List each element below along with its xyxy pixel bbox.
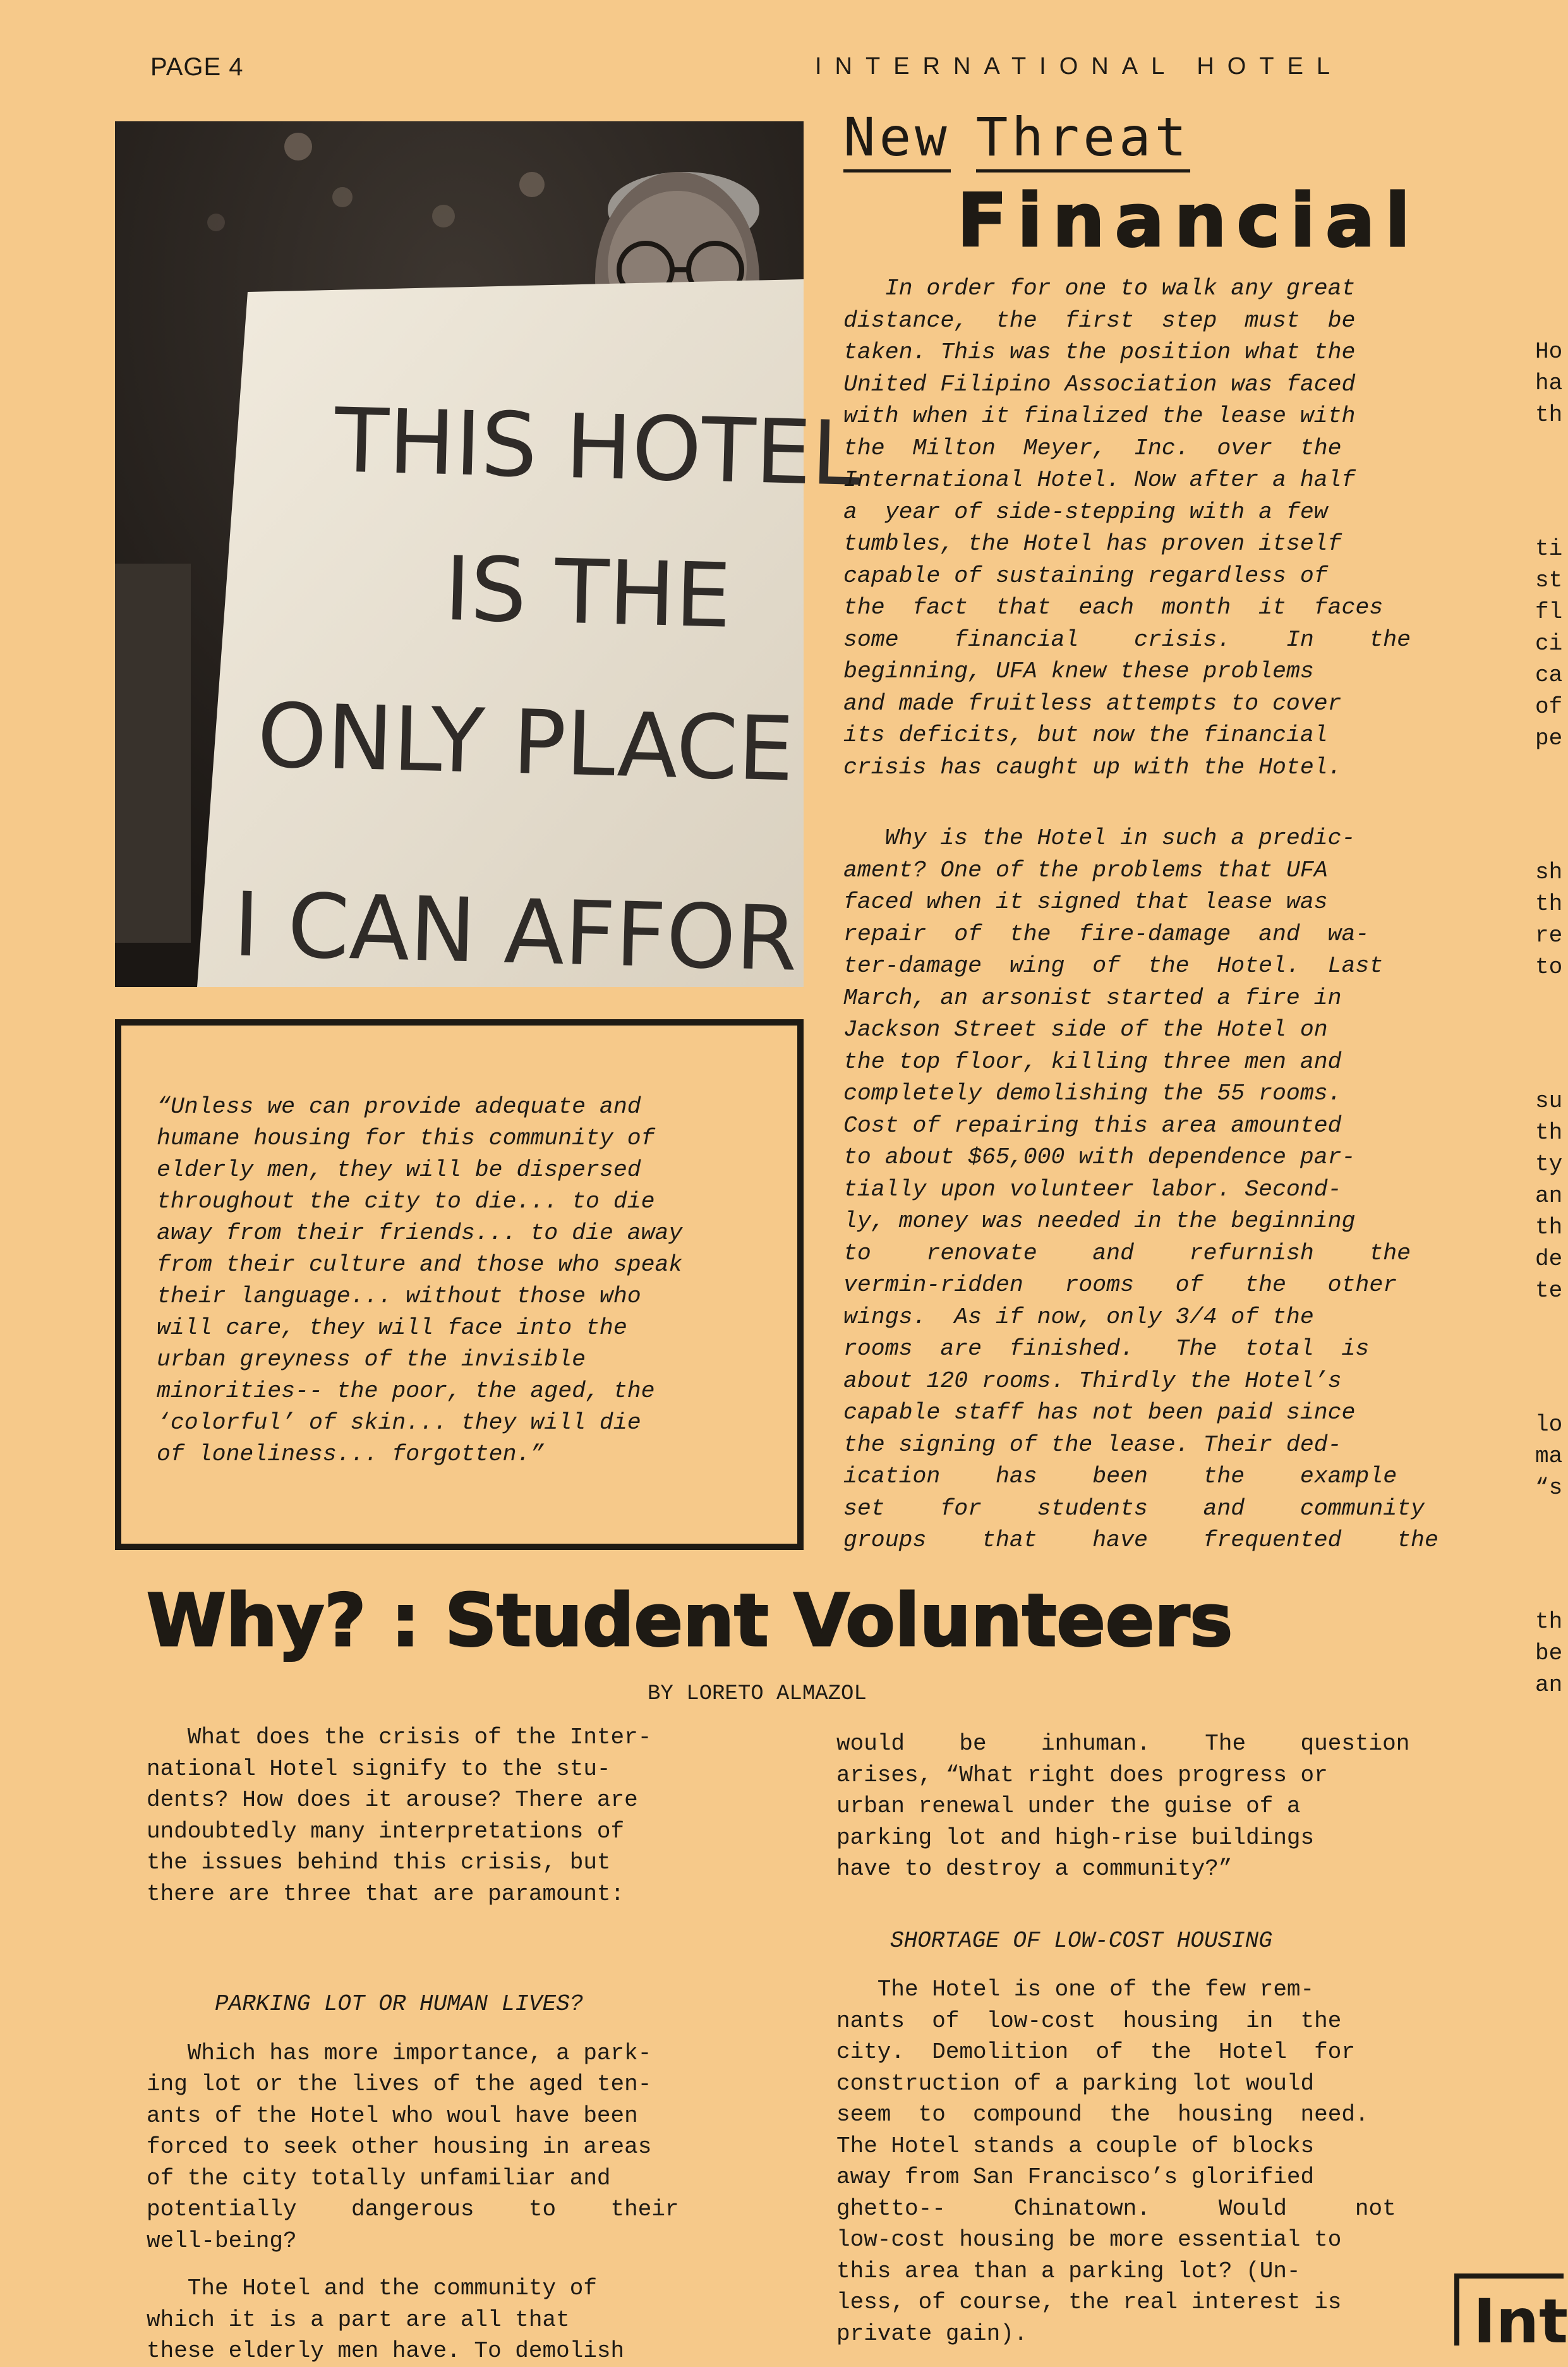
subhead-parking-lot: PARKING LOT OR HUMAN LIVES?	[215, 1991, 584, 2017]
next-column-fragment	[1535, 273, 1564, 1772]
pull-quote-box	[115, 1019, 804, 1550]
body-paragraph: Which has more importance, a park- ing lot or the lives of the aged ten- ants of the Hotel who woul have been forced to seek other housing in areas of the city totally unfamiliar and potentially dangerous to their well-being?	[147, 2040, 679, 2254]
running-title: INTERNATIONAL HOTEL	[815, 53, 1344, 80]
protest-sign	[197, 279, 862, 993]
fragment-block: su th ty an th de te	[1535, 1088, 1563, 1304]
protest-photo	[115, 121, 862, 991]
stub-text: Int	[1473, 2286, 1568, 2357]
kicker	[843, 106, 1215, 168]
feature-headline: Financial	[957, 178, 1421, 263]
student-article-left-column	[147, 1722, 734, 2367]
fragment-block: Ho ha th	[1535, 339, 1563, 428]
kicker-word-1: New	[843, 106, 951, 173]
fragment-block: th be an	[1535, 1609, 1563, 1698]
fragment-block: ti st fl ci ca of pe	[1535, 536, 1563, 751]
next-article-stub	[1454, 2273, 1568, 2357]
subhead-low-cost-housing: SHORTAGE OF LOW-COST HOUSING	[890, 1927, 1272, 1954]
sign-line-3: ONLY PLACE	[256, 684, 795, 802]
pull-quote: “Unless we can provide adequate and humane housing for this community of elderly men, they will be dispersed throughout the city to die... to die away from their friends... to die away from their culture and those who speak their language... without those who will care, they will face into the urban greyness of the invisible minorities-- the poor, the aged, the ‘colorful’ of skin... they will die of loneliness... forgotten.”	[157, 1094, 683, 1467]
financial-article	[843, 273, 1438, 1596]
body-paragraph: The Hotel and the community of which it is a part are all that these elderly men have. To demolish	[147, 2275, 625, 2364]
student-article-right-column	[836, 1728, 1430, 2349]
body-paragraph: The Hotel is one of the few rem- nants of low-cost housing in the city. Demolition of the Hotel for construction of a parking lot would seem to compound the housing need. The Hotel stands a couple of blocks away from San Francisco’s glorified ghetto-- Chinatown. Would not low-cost housing be more essential to this area than a parking lot? (Un- less, of course, the real interest is private gain).	[836, 1977, 1396, 2347]
intro-paragraph: What does the crisis of the Inter- national Hotel signify to the stu- dents? How does it arouse? There are undoubtedly many interpretations of the issues behind this crisis, but there are three that are paramount:	[147, 1724, 652, 1907]
continuation-paragraph: would be inhuman. The question arises, “What right does progress or urban renewal under the guise of a parking lot and high-rise buildings have to destroy a community?”	[836, 1731, 1410, 1882]
article-paragraph: In order for one to walk any great distance, the first step must be taken. This was the position what the United Filipino Association was faced with when it finalized the lease with the Milton Meyer, Inc. over the International Hotel. Now after a half a year of side-stepping with a few tumbles, the Hotel has proven itself capable of sustaining regardless of the fact that each month it faces some financial crisis. In the beginning, UFA knew these problems and made fruitless attempts to cover its deficits, but now the financial crisis has caught up with the Hotel.	[843, 275, 1411, 780]
article-paragraph: Why is the Hotel in such a predic- ament? One of the problems that UFA faced when it signed that lease was repair of the fire-damage and wa- ter-damage wing of the Hotel. Last March, an arsonist started a fire in Jackson Street side of the Hotel on the top floor, killing three men and completely demolishing the 55 rooms. Cost of repairing this area amounted to about $65,000 with dependence par- tially upon volunteer labor. Second- ly, money was needed in the beginning to renovate and refurnish the vermin-ridden rooms of the other wings. As if now, only 3/4 of the rooms are finished. The total is about 120 rooms. Thirdly the Hotel’s capable staff has not been paid since the signing of the lease. Their ded- ication has been the example set for students and community groups that have frequented the	[843, 825, 1438, 1553]
protest-photo-illustration	[115, 121, 862, 991]
fragment-block: lo ma “s	[1535, 1412, 1563, 1501]
student-article-headline: Why? : Student Volunteers	[147, 1578, 1233, 1662]
sign-line-2: IS THE	[443, 537, 733, 648]
fragment-block: sh th re to	[1535, 859, 1563, 980]
sign-line-1: THIS HOTEL	[333, 389, 862, 507]
kicker-word-2: Threat	[976, 106, 1190, 173]
byline: BY LORETO ALMAZOL	[648, 1682, 867, 1706]
page-number: PAGE 4	[150, 53, 244, 81]
sign-line-4: I CAN AFFOR	[232, 873, 799, 991]
